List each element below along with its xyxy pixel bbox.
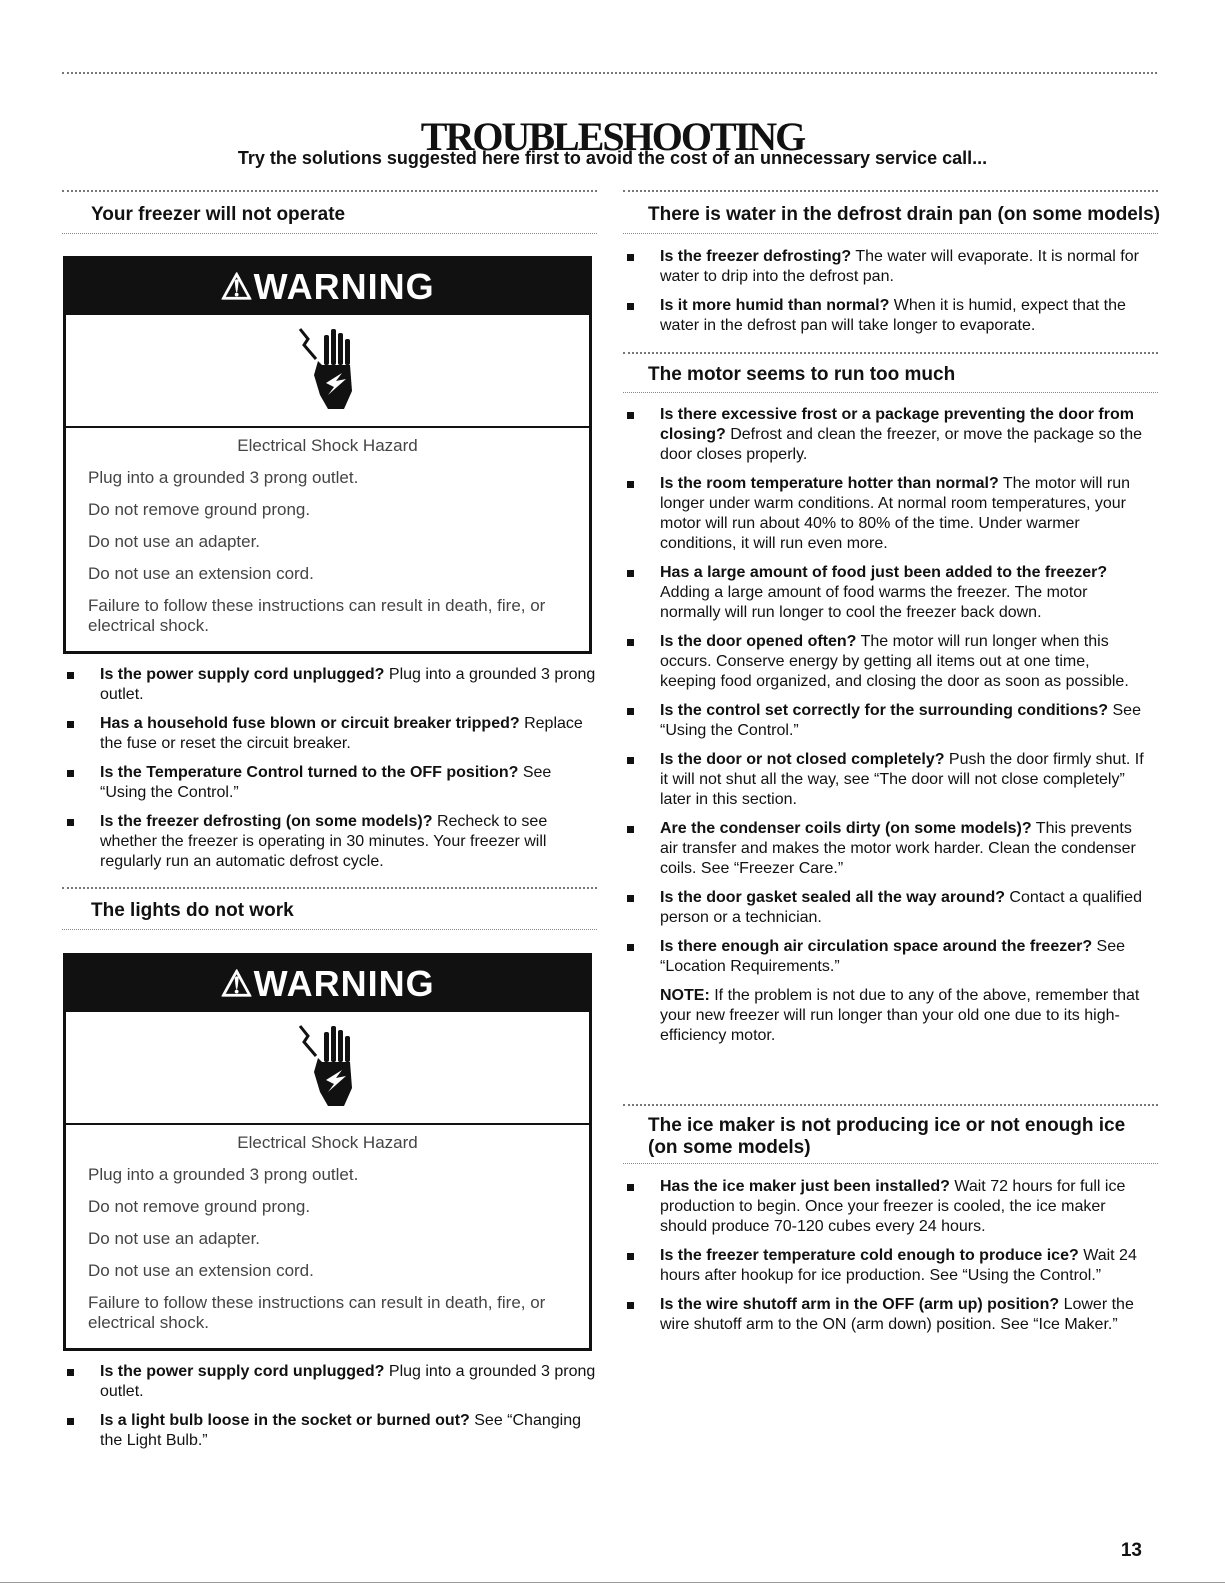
list-item: Is the door or not closed completely? Push the door firmly shut. If it will not shut all the way, see “The door will not close completely” later in this section.: [623, 750, 1150, 810]
divider: [62, 233, 597, 234]
divider: [62, 190, 597, 192]
divider: [623, 1163, 1158, 1164]
shock-hazard-symbol-area: [66, 315, 589, 428]
divider: [623, 352, 1158, 354]
list-item: Is the freezer defrosting? The water will evaporate. It is normal for water to drip into the defrost pan.: [623, 247, 1150, 287]
warning-line: Do not remove ground prong.: [88, 500, 311, 519]
list-item: Is the wire shutoff arm in the OFF (arm up) position? Lower the wire shutoff arm to the ON (arm down) position. See “Ice Maker.”: [623, 1295, 1150, 1335]
warning-line: Do not remove ground prong.: [88, 1197, 311, 1216]
warning-line: Failure to follow these instructions can result in death, fire, or electrical shock.: [88, 1293, 546, 1332]
page-number: 13: [1120, 1540, 1142, 1561]
list-item: Has a large amount of food just been added to the freezer? Adding a large amount of food warms the freezer. The motor normally will run longer to cool the freezer back down.: [623, 563, 1150, 623]
section-title-water: There is water in the defrost drain pan (on some models): [648, 204, 1161, 225]
list-item: Is the Temperature Control turned to the OFF position? See “Using the Control.”: [63, 763, 598, 803]
list-item: Is the door gasket sealed all the way around? Contact a qualified person or a technician.: [623, 888, 1150, 928]
section-title-not-operate: Your freezer will not operate: [91, 204, 346, 225]
hazard-title: Electrical Shock Hazard: [237, 1133, 418, 1152]
list-item: Is it more humid than normal? When it is humid, expect that the water in the defrost pan will take longer to evaporate.: [623, 296, 1150, 336]
divider: [623, 233, 1158, 234]
shock-hazard-symbol-area: [66, 1012, 589, 1125]
warning-heading: ⚠WARNING: [66, 259, 589, 315]
list-item: Is the freezer temperature cold enough to produce ice? Wait 24 hours after hookup for ice production. See “Using the Control.”: [623, 1246, 1150, 1286]
warning-line: Do not use an extension cord.: [88, 564, 314, 583]
list-item: Is the freezer defrosting (on some models)? Recheck to see whether the freezer is operating in 30 minutes. Your freezer will regularly run an automatic defrost cycle.: [63, 812, 598, 872]
list-item: Is there excessive frost or a package preventing the door from closing? Defrost and clean the freezer, or move the package so the door closes properly.: [623, 405, 1150, 465]
warning-line: Plug into a grounded 3 prong outlet.: [88, 468, 359, 487]
section-title-ice: The ice maker is not producing ice or not enough ice (on some models): [648, 1115, 1126, 1158]
motor-list: [623, 405, 1150, 1046]
hazard-title: Electrical Shock Hazard: [237, 436, 418, 455]
warning-line: Do not use an extension cord.: [88, 1261, 314, 1280]
section-title-lights: The lights do not work: [91, 900, 294, 921]
divider: [623, 190, 1158, 192]
note: NOTE: If the problem is not due to any of the above, remember that your new freezer will run longer than your old one due to its high-efficiency motor.: [660, 987, 1140, 1044]
warning-box: [63, 256, 592, 654]
electric-shock-hand-icon: [298, 1022, 362, 1110]
list-item: Is a light bulb loose in the socket or burned out? See “Changing the Light Bulb.”: [63, 1411, 598, 1451]
list-item: Is there enough air circulation space around the freezer? See “Location Requirements.”: [623, 937, 1150, 977]
list-item: Is the door opened often? The motor will run longer when this occurs. Conserve energy by getting all items out at one time, keeping food organized, and closing the door as soon as possible.: [623, 632, 1150, 692]
list-item: Has a household fuse blown or circuit breaker tripped? Replace the fuse or reset the circuit breaker.: [63, 714, 598, 754]
warning-box: [63, 953, 592, 1351]
bottom-border: [0, 1582, 1225, 1583]
warning-line: Failure to follow these instructions can result in death, fire, or electrical shock.: [88, 596, 546, 635]
divider: [62, 887, 597, 889]
divider: [62, 929, 597, 930]
top-divider: [62, 72, 1157, 74]
list-item: Is the power supply cord unplugged? Plug into a grounded 3 prong outlet.: [63, 1362, 598, 1402]
warning-line: Do not use an adapter.: [88, 1229, 261, 1248]
intro-text: Try the solutions suggested here first to avoid the cost of an unnecessary service call...: [237, 148, 988, 168]
warning-line: Plug into a grounded 3 prong outlet.: [88, 1165, 359, 1184]
list-item: Are the condenser coils dirty (on some models)? This prevents air transfer and makes the motor work harder. Clean the condenser coils. See “Freezer Care.”: [623, 819, 1150, 879]
ice-list: [623, 1177, 1150, 1344]
lights-list: [63, 1362, 598, 1460]
section-title-motor: The motor seems to run too much: [648, 364, 956, 385]
warning-line: Do not use an adapter.: [88, 532, 261, 551]
list-item: Has the ice maker just been installed? Wait 72 hours for full ice production to begin. Once your freezer is cooled, the ice maker should produce 70-120 cubes every 24 hours.: [623, 1177, 1150, 1237]
warning-heading: ⚠WARNING: [66, 956, 589, 1012]
list-item: Is the power supply cord unplugged? Plug into a grounded 3 prong outlet.: [63, 665, 598, 705]
page-title: TROUBLESHOOTING: [420, 113, 805, 159]
electric-shock-hand-icon: [298, 325, 362, 413]
divider: [623, 1104, 1158, 1106]
divider: [623, 392, 1158, 393]
water-list: [623, 247, 1150, 345]
not-operate-list: [63, 665, 598, 881]
list-item: Is the room temperature hotter than normal? The motor will run longer under warm conditions. At normal room temperatures, your motor will run about 40% to 80% of the time. Under warmer conditions, it will run even more.: [623, 474, 1150, 554]
list-item: Is the control set correctly for the surrounding conditions? See “Using the Control.”: [623, 701, 1150, 741]
